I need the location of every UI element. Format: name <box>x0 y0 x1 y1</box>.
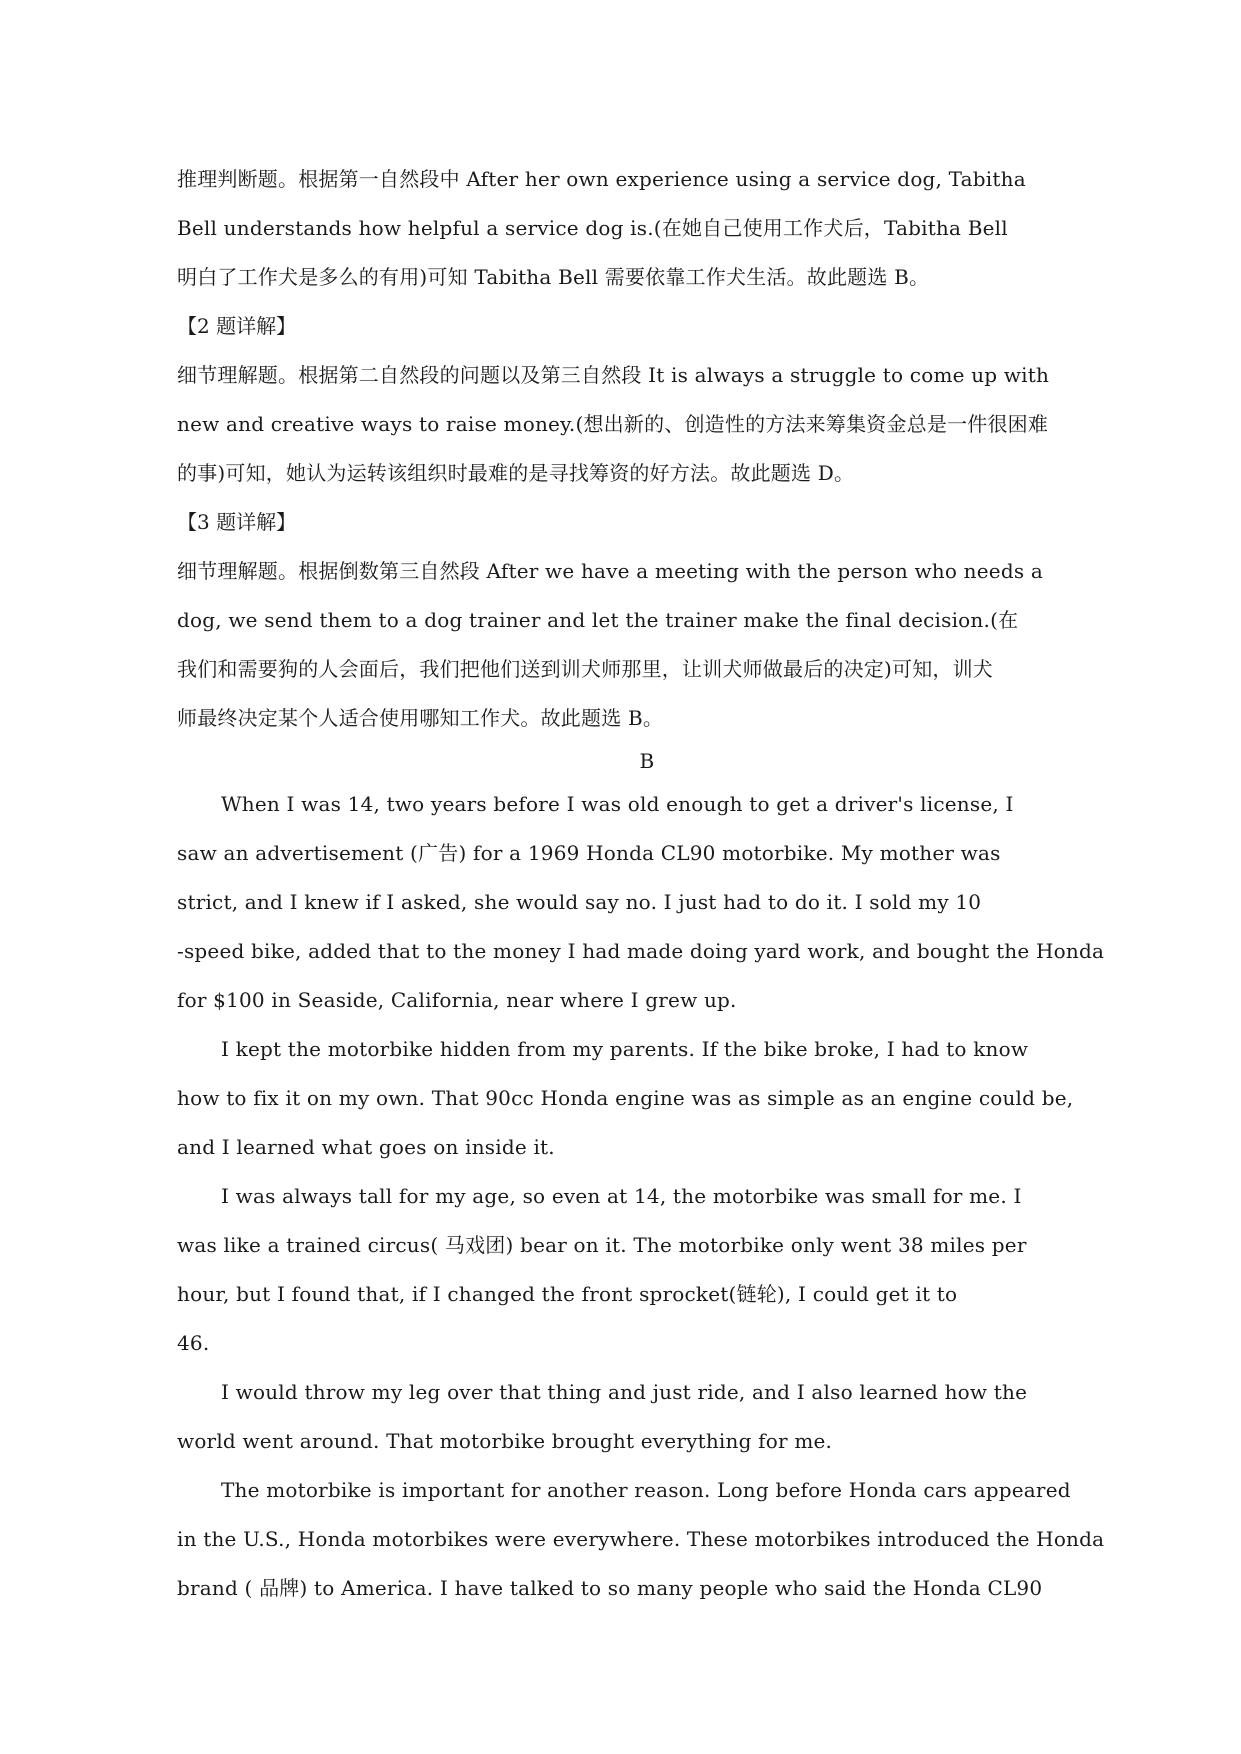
passage-paragraph-3 <box>177 1172 1117 1368</box>
text-line: strict, and I knew if I asked, she would say no. I just had to do it. I sold my 10 <box>177 890 982 914</box>
text-line: Bell understands how helpful a service dog is.(在她自己使用工作犬后，Tabitha Bell <box>177 216 1008 240</box>
text-line: I was always tall for my age, so even at 14, the motorbike was small for me. I <box>221 1184 1022 1208</box>
text-line: in the U.S., Honda motorbikes were everywhere. These motorbikes introduced the Honda <box>177 1527 1105 1551</box>
passage-paragraph-4 <box>177 1368 1117 1466</box>
section-title: B <box>639 749 655 773</box>
passage-paragraph-2 <box>177 1025 1117 1172</box>
text-line: 细节理解题。根据第二自然段的问题以及第三自然段 It is always a struggle to come up with <box>177 363 1050 387</box>
text-line: 的事)可知，她认为运转该组织时最难的是寻找筹资的好方法。故此题选 D。 <box>177 461 855 485</box>
text-line: world went around. That motorbike brought everything for me. <box>177 1429 833 1453</box>
text-line: 我们和需要狗的人会面后，我们把他们送到训犬师那里，让训犬师做最后的决定)可知，训犬 <box>177 657 994 681</box>
analysis-question-3 <box>177 498 1117 743</box>
text-line: I kept the motorbike hidden from my parents. If the bike broke, I had to know <box>221 1037 1029 1061</box>
text-line: 师最终决定某个人适合使用哪知工作犬。故此题选 B。 <box>177 706 664 730</box>
text-line: was like a trained circus( 马戏团) bear on it. The motorbike only went 38 miles per <box>177 1233 1027 1257</box>
text-line: 细节理解题。根据倒数第三自然段 After we have a meeting with the person who needs a <box>177 559 1043 583</box>
text-line: hour, but I found that, if I changed the front sprocket(链轮), I could get it to <box>177 1282 958 1306</box>
text-line: I would throw my leg over that thing and just ride, and I also learned how the <box>221 1380 1028 1404</box>
question-heading: 【3 题详解】 <box>177 510 297 534</box>
question-heading: 【2 题详解】 <box>177 314 297 338</box>
analysis-question-2 <box>177 302 1117 498</box>
text-line: 推理判断题。根据第一自然段中 After her own experience using a service dog, Tabitha <box>177 167 1026 191</box>
text-line: how to fix it on my own. That 90cc Honda engine was as simple as an engine could be, <box>177 1086 1074 1110</box>
text-line: 明白了工作犬是多么的有用)可知 Tabitha Bell 需要依靠工作犬生活。故此题选 B。 <box>177 265 930 289</box>
text-line: brand ( 品牌) to America. I have talked to so many people who said the Honda CL90 <box>177 1576 1043 1600</box>
passage-paragraph-1 <box>177 780 1117 1025</box>
text-line: When I was 14, two years before I was old enough to get a driver's license, I <box>221 792 1014 816</box>
text-line: and I learned what goes on inside it. <box>177 1135 555 1159</box>
text-line: saw an advertisement (广告) for a 1969 Honda CL90 motorbike. My mother was <box>177 841 1001 865</box>
text-line: for $100 in Seaside, California, near where I grew up. <box>177 988 737 1012</box>
passage-paragraph-5 <box>177 1466 1117 1613</box>
text-line: 46. <box>177 1331 210 1355</box>
text-line: -speed bike, added that to the money I had made doing yard work, and bought the Honda <box>177 939 1105 963</box>
text-line: new and creative ways to raise money.(想出新的、创造性的方法来筹集资金总是一件很困难 <box>177 412 1049 436</box>
text-line: dog, we send them to a dog trainer and let the trainer make the final decision.(在 <box>177 608 1019 632</box>
analysis-question-1 <box>177 155 1117 302</box>
page-content <box>177 155 1117 1613</box>
text-line: The motorbike is important for another reason. Long before Honda cars appeared <box>221 1478 1071 1502</box>
